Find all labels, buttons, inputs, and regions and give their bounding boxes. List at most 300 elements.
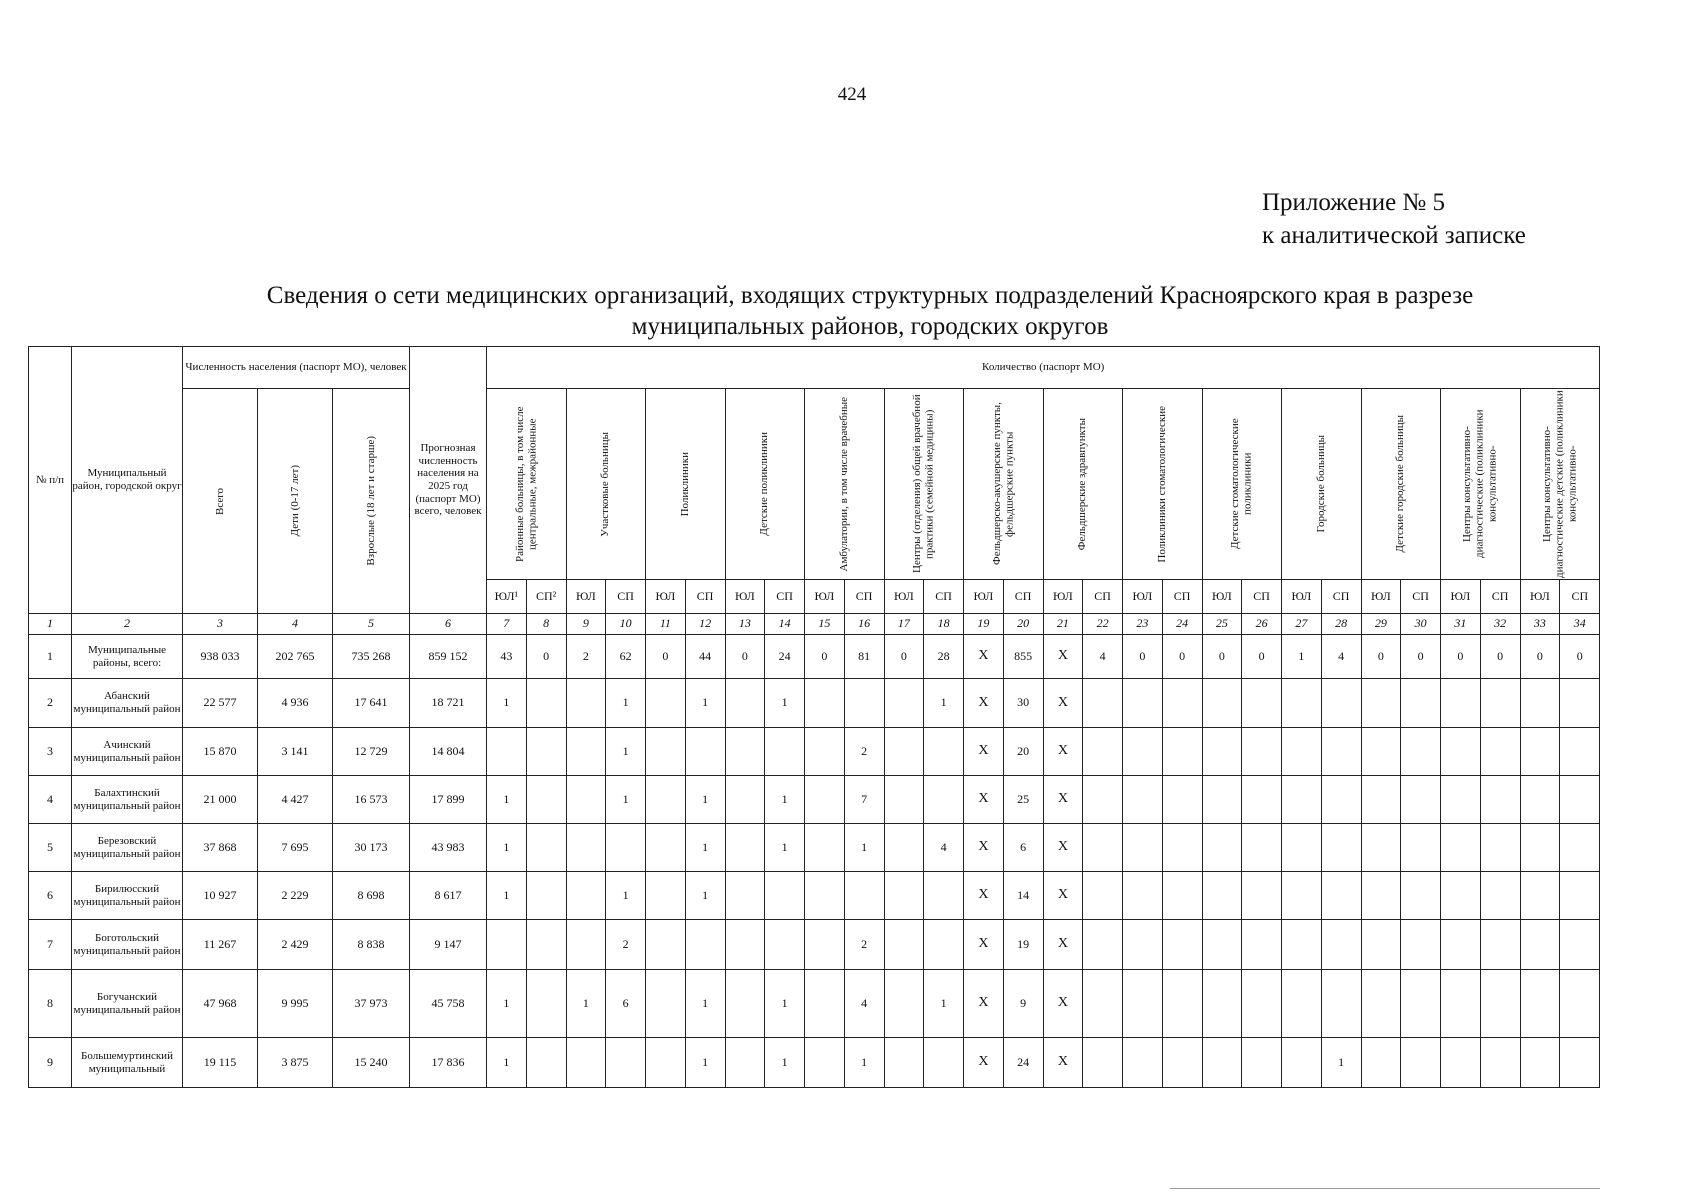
column-number: 16 (844, 614, 884, 635)
data-cell: 14 (1003, 872, 1043, 920)
data-cell: 1 (487, 679, 527, 728)
data-cell (884, 776, 924, 824)
data-cell: 1 (685, 1038, 725, 1088)
data-cell: 1 (1321, 1038, 1361, 1088)
column-number: 7 (487, 614, 527, 635)
data-cell: 4 (1321, 635, 1361, 679)
data-cell (1123, 920, 1163, 970)
table-row (29, 824, 1600, 872)
data-cell: 0 (1361, 635, 1401, 679)
data-cell (1242, 1038, 1282, 1088)
data-cell (884, 1038, 924, 1088)
data-cell (1361, 920, 1401, 970)
header-category (1282, 389, 1362, 580)
data-cell (1242, 970, 1282, 1038)
data-cell: 43 983 (410, 824, 487, 872)
data-cell (1520, 728, 1560, 776)
district-name: Бирилюсский муниципальный район (72, 872, 183, 920)
data-cell (566, 776, 606, 824)
data-cell (725, 776, 765, 824)
data-cell (646, 776, 686, 824)
data-cell (1202, 728, 1242, 776)
data-cell (725, 824, 765, 872)
column-number: 24 (1162, 614, 1202, 635)
header-sub-label: ЮЛ (1202, 580, 1242, 614)
district-name: Ачинский муниципальный район (72, 728, 183, 776)
data-cell (1282, 1038, 1322, 1088)
data-cell (1242, 776, 1282, 824)
data-cell: 6 (606, 970, 646, 1038)
row-number: 3 (29, 728, 72, 776)
header-sub-label: СП (685, 580, 725, 614)
data-cell (1123, 679, 1163, 728)
row-number: 2 (29, 679, 72, 728)
data-cell (487, 728, 527, 776)
header-sub-label: СП (1162, 580, 1202, 614)
column-number: 13 (725, 614, 765, 635)
data-cell: 17 899 (410, 776, 487, 824)
data-cell: 1 (606, 728, 646, 776)
column-number: 11 (646, 614, 686, 635)
column-number: 34 (1560, 614, 1600, 635)
data-cell (606, 1038, 646, 1088)
data-cell: 44 (685, 635, 725, 679)
header-sub-label: СП (1480, 580, 1520, 614)
data-cell: 2 429 (258, 920, 333, 970)
column-number: 6 (410, 614, 487, 635)
header-category (1202, 389, 1282, 580)
data-cell (1361, 776, 1401, 824)
header-category (646, 389, 726, 580)
header-sub-label: ЮЛ (1043, 580, 1083, 614)
data-cell (1480, 679, 1520, 728)
data-cell: X (964, 728, 1004, 776)
data-cell (1282, 679, 1322, 728)
data-cell: 1 (685, 679, 725, 728)
data-cell: 47 968 (183, 970, 258, 1038)
data-cell (1401, 1038, 1441, 1088)
data-cell (1520, 824, 1560, 872)
data-cell: 8 617 (410, 872, 487, 920)
data-cell: 4 (1083, 635, 1123, 679)
header-population: Численность населения (паспорт МО), человек (183, 347, 410, 389)
table-row (29, 872, 1600, 920)
data-cell (1520, 872, 1560, 920)
header-category-label: Фельдшерские здравпункты (1076, 417, 1089, 551)
data-cell (1321, 824, 1361, 872)
header-category-label: Детские городские больницы (1394, 415, 1407, 553)
data-cell (1162, 776, 1202, 824)
header-category-label: Районные больницы, в том числе центральные, межрайонные (513, 406, 539, 562)
data-cell (1162, 872, 1202, 920)
data-cell: 202 765 (258, 635, 333, 679)
data-cell: 17 641 (333, 679, 410, 728)
data-cell (1123, 776, 1163, 824)
data-cell (1401, 776, 1441, 824)
header-number: № п/п (29, 347, 72, 614)
data-cell: 1 (685, 970, 725, 1038)
data-cell (725, 872, 765, 920)
data-cell: 18 721 (410, 679, 487, 728)
header-category-label: Поликлиники (678, 451, 691, 517)
data-cell: 1 (844, 1038, 884, 1088)
data-cell (1282, 776, 1322, 824)
data-cell (1202, 970, 1242, 1038)
data-cell (1282, 872, 1322, 920)
data-cell: X (1043, 920, 1083, 970)
data-cell (1520, 776, 1560, 824)
data-cell (526, 970, 566, 1038)
data-cell: 1 (765, 970, 805, 1038)
data-cell: 1 (685, 872, 725, 920)
data-cell (1162, 728, 1202, 776)
data-cell: 0 (1202, 635, 1242, 679)
district-name: Муниципальные районы, всего: (72, 635, 183, 679)
data-cell: 859 152 (410, 635, 487, 679)
column-number: 9 (566, 614, 606, 635)
data-cell (1162, 824, 1202, 872)
data-cell: 1 (566, 970, 606, 1038)
data-cell: 1 (606, 679, 646, 728)
data-cell (1480, 970, 1520, 1038)
data-cell (805, 1038, 845, 1088)
data-cell (1560, 1038, 1600, 1088)
data-cell (1401, 824, 1441, 872)
data-cell (566, 679, 606, 728)
data-cell (725, 970, 765, 1038)
title-line-1: Сведения о сети медицинских организаций, входящих структурных подразделений Красноярского края в разрезе (266, 282, 1474, 309)
data-cell: X (1043, 1038, 1083, 1088)
data-cell (566, 872, 606, 920)
data-cell: X (1043, 776, 1083, 824)
data-cell: 1 (606, 776, 646, 824)
data-cell (1282, 824, 1322, 872)
data-cell (526, 920, 566, 970)
data-cell (924, 920, 964, 970)
data-cell: 1 (487, 970, 527, 1038)
data-cell: 1 (765, 1038, 805, 1088)
column-number: 14 (765, 614, 805, 635)
row-number: 8 (29, 970, 72, 1038)
data-cell (1321, 920, 1361, 970)
data-cell: X (1043, 970, 1083, 1038)
data-cell: 62 (606, 635, 646, 679)
data-cell: 1 (487, 872, 527, 920)
data-cell (526, 776, 566, 824)
data-cell: 1 (765, 776, 805, 824)
column-number: 12 (685, 614, 725, 635)
column-number: 32 (1480, 614, 1520, 635)
table-row (29, 920, 1600, 970)
data-cell (1441, 970, 1481, 1038)
data-cell: 1 (685, 776, 725, 824)
header-pop-adults (333, 389, 410, 614)
district-name: Богучанский муниципальный район (72, 970, 183, 1038)
data-cell (924, 776, 964, 824)
row-number: 9 (29, 1038, 72, 1088)
data-cell: 1 (1282, 635, 1322, 679)
header-sub-label: СП² (526, 580, 566, 614)
data-cell: X (964, 920, 1004, 970)
header-category-label: Амбулатории, в том числе врачебные (837, 396, 850, 572)
data-cell (884, 920, 924, 970)
data-cell (1202, 776, 1242, 824)
data-cell: 7 (844, 776, 884, 824)
data-cell (1321, 872, 1361, 920)
document-title (150, 280, 1590, 342)
header-category (1361, 389, 1441, 580)
header-sub-label: ЮЛ (1282, 580, 1322, 614)
data-cell (566, 1038, 606, 1088)
header-district: Муниципальный район, городской округ (72, 347, 183, 614)
data-cell: 0 (1480, 635, 1520, 679)
data-cell: 14 804 (410, 728, 487, 776)
data-cell (884, 824, 924, 872)
header-category (1123, 389, 1203, 580)
data-cell (1083, 728, 1123, 776)
table-row (29, 635, 1600, 679)
header-pop-adults-label: Взрослые (18 лет и старше) (364, 436, 377, 566)
header-sub-label: ЮЛ (884, 580, 924, 614)
data-cell: 9 (1003, 970, 1043, 1038)
header-forecast: Прогнозная численность населения на 2025 год (паспорт МО) всего, человек (410, 347, 487, 614)
table-row (29, 776, 1600, 824)
data-cell: X (964, 679, 1004, 728)
data-cell: 0 (1441, 635, 1481, 679)
data-cell (1560, 920, 1600, 970)
appendix-line-1: Приложение № 5 (1262, 189, 1446, 216)
data-cell (1083, 920, 1123, 970)
data-cell (1441, 728, 1481, 776)
data-cell: 4 (924, 824, 964, 872)
header-pop-total-label: Всего (213, 487, 226, 515)
data-cell (1242, 872, 1282, 920)
data-cell: 0 (884, 635, 924, 679)
data-cell: 0 (1123, 635, 1163, 679)
data-cell (1083, 776, 1123, 824)
column-number: 23 (1123, 614, 1163, 635)
column-number: 28 (1321, 614, 1361, 635)
data-cell (1202, 1038, 1242, 1088)
district-name: Березовский муниципальный район (72, 824, 183, 872)
data-cell (1282, 728, 1322, 776)
data-cell (725, 1038, 765, 1088)
data-cell: 1 (685, 824, 725, 872)
header-category (725, 389, 805, 580)
data-cell (487, 920, 527, 970)
column-number: 22 (1083, 614, 1123, 635)
data-cell: 938 033 (183, 635, 258, 679)
data-cell: 0 (725, 635, 765, 679)
data-cell (765, 920, 805, 970)
header-category-label: Центры консультативно-диагностические (поликлиники консультативно- (1461, 409, 1499, 559)
data-cell (1361, 824, 1401, 872)
data-cell: 1 (924, 679, 964, 728)
data-cell (1361, 1038, 1401, 1088)
data-cell (1123, 1038, 1163, 1088)
data-cell (1162, 920, 1202, 970)
table-row (29, 728, 1600, 776)
data-cell (1123, 872, 1163, 920)
data-cell (1123, 824, 1163, 872)
column-number: 3 (183, 614, 258, 635)
data-cell: 4 (844, 970, 884, 1038)
data-cell: 2 (606, 920, 646, 970)
data-cell: X (964, 635, 1004, 679)
data-cell: 30 (1003, 679, 1043, 728)
header-sub-label: СП (1003, 580, 1043, 614)
row-number: 7 (29, 920, 72, 970)
data-cell (805, 776, 845, 824)
data-cell: 3 875 (258, 1038, 333, 1088)
data-cell (1242, 824, 1282, 872)
data-cell: 1 (765, 824, 805, 872)
appendix-label (1262, 186, 1526, 252)
column-number: 25 (1202, 614, 1242, 635)
header-sub-label: ЮЛ (1123, 580, 1163, 614)
data-cell (1321, 970, 1361, 1038)
data-cell (1083, 1038, 1123, 1088)
data-cell (1560, 728, 1600, 776)
column-number: 19 (964, 614, 1004, 635)
header-sub-label: ЮЛ¹ (487, 580, 527, 614)
data-cell: X (1043, 728, 1083, 776)
data-cell: 0 (805, 635, 845, 679)
data-cell: 21 000 (183, 776, 258, 824)
data-cell: X (1043, 679, 1083, 728)
data-cell: 0 (1242, 635, 1282, 679)
header-sub-label: СП (1560, 580, 1600, 614)
data-cell: 12 729 (333, 728, 410, 776)
header-sub-label: ЮЛ (566, 580, 606, 614)
data-cell: X (964, 970, 1004, 1038)
data-cell (1480, 872, 1520, 920)
data-cell (685, 920, 725, 970)
header-category (487, 389, 567, 580)
header-category-label: Поликлиники стоматологические (1155, 405, 1168, 563)
data-cell (1202, 920, 1242, 970)
data-cell: 19 115 (183, 1038, 258, 1088)
header-sub-label: СП (765, 580, 805, 614)
data-cell: 16 573 (333, 776, 410, 824)
data-cell: 25 (1003, 776, 1043, 824)
data-cell: X (964, 1038, 1004, 1088)
appendix-line-2: к аналитической записке (1262, 222, 1526, 249)
data-cell: 2 (566, 635, 606, 679)
header-sub-label: СП (844, 580, 884, 614)
header-pop-total (183, 389, 258, 614)
data-cell: 735 268 (333, 635, 410, 679)
header-category-label: Центры консультативно-диагностические детские (поликлиники консультативно- (1540, 390, 1579, 578)
data-cell: 10 927 (183, 872, 258, 920)
data-cell (1480, 1038, 1520, 1088)
table-row (29, 1038, 1600, 1088)
data-cell: 37 973 (333, 970, 410, 1038)
header-category (964, 389, 1044, 580)
table-row (29, 679, 1600, 728)
data-cell: X (1043, 872, 1083, 920)
data-cell (1202, 679, 1242, 728)
data-cell (725, 679, 765, 728)
data-cell (805, 728, 845, 776)
header-category (566, 389, 646, 580)
district-name: Боготольский муниципальный район (72, 920, 183, 970)
data-cell (725, 728, 765, 776)
data-cell (1361, 970, 1401, 1038)
header-sub-label: СП (1401, 580, 1441, 614)
data-cell (526, 824, 566, 872)
header-sub-label: СП (924, 580, 964, 614)
district-name: Балахтинский муниципальный район (72, 776, 183, 824)
data-cell (844, 872, 884, 920)
column-number: 5 (333, 614, 410, 635)
data-cell (1560, 679, 1600, 728)
data-cell (1401, 728, 1441, 776)
data-cell (924, 872, 964, 920)
data-cell (1560, 872, 1600, 920)
data-cell: 8 698 (333, 872, 410, 920)
data-cell: 7 695 (258, 824, 333, 872)
header-category-label: Центры (отделения) общей врачебной практики (семейной медицины) (911, 394, 936, 574)
data-cell: 22 577 (183, 679, 258, 728)
bottom-divider (1170, 1188, 1600, 1189)
column-number: 29 (1361, 614, 1401, 635)
data-cell: X (1043, 635, 1083, 679)
data-cell: X (964, 824, 1004, 872)
column-number: 26 (1242, 614, 1282, 635)
data-cell (1480, 728, 1520, 776)
data-cell: 1 (487, 824, 527, 872)
data-cell (646, 728, 686, 776)
data-cell: 15 870 (183, 728, 258, 776)
header-sub-label: ЮЛ (1520, 580, 1560, 614)
data-cell (1441, 824, 1481, 872)
header-category (1520, 389, 1600, 580)
district-name: Абанский муниципальный район (72, 679, 183, 728)
data-cell: 0 (1560, 635, 1600, 679)
column-number: 21 (1043, 614, 1083, 635)
header-category-label: Детские поликлиники (758, 432, 771, 536)
data-cell: 11 267 (183, 920, 258, 970)
column-number: 4 (258, 614, 333, 635)
data-cell (646, 824, 686, 872)
header-sub-label: ЮЛ (1441, 580, 1481, 614)
data-cell (1401, 872, 1441, 920)
data-cell (646, 970, 686, 1038)
header-sub-label: СП (1321, 580, 1361, 614)
data-cell (566, 824, 606, 872)
data-cell: 1 (487, 776, 527, 824)
data-cell (1480, 776, 1520, 824)
column-number: 2 (72, 614, 183, 635)
data-cell (884, 872, 924, 920)
data-cell: 28 (924, 635, 964, 679)
data-cell (924, 728, 964, 776)
data-cell: 1 (765, 679, 805, 728)
data-cell: X (1043, 824, 1083, 872)
row-number: 4 (29, 776, 72, 824)
data-cell (1520, 920, 1560, 970)
data-cell (1321, 776, 1361, 824)
column-number: 31 (1441, 614, 1481, 635)
data-cell (1321, 679, 1361, 728)
data-cell (1083, 679, 1123, 728)
data-cell (1242, 728, 1282, 776)
column-number: 1 (29, 614, 72, 635)
data-cell (805, 679, 845, 728)
column-number: 20 (1003, 614, 1043, 635)
header-category-label: Фельдшерско-акушерские пункты, фельдшерские пункты (990, 402, 1016, 566)
